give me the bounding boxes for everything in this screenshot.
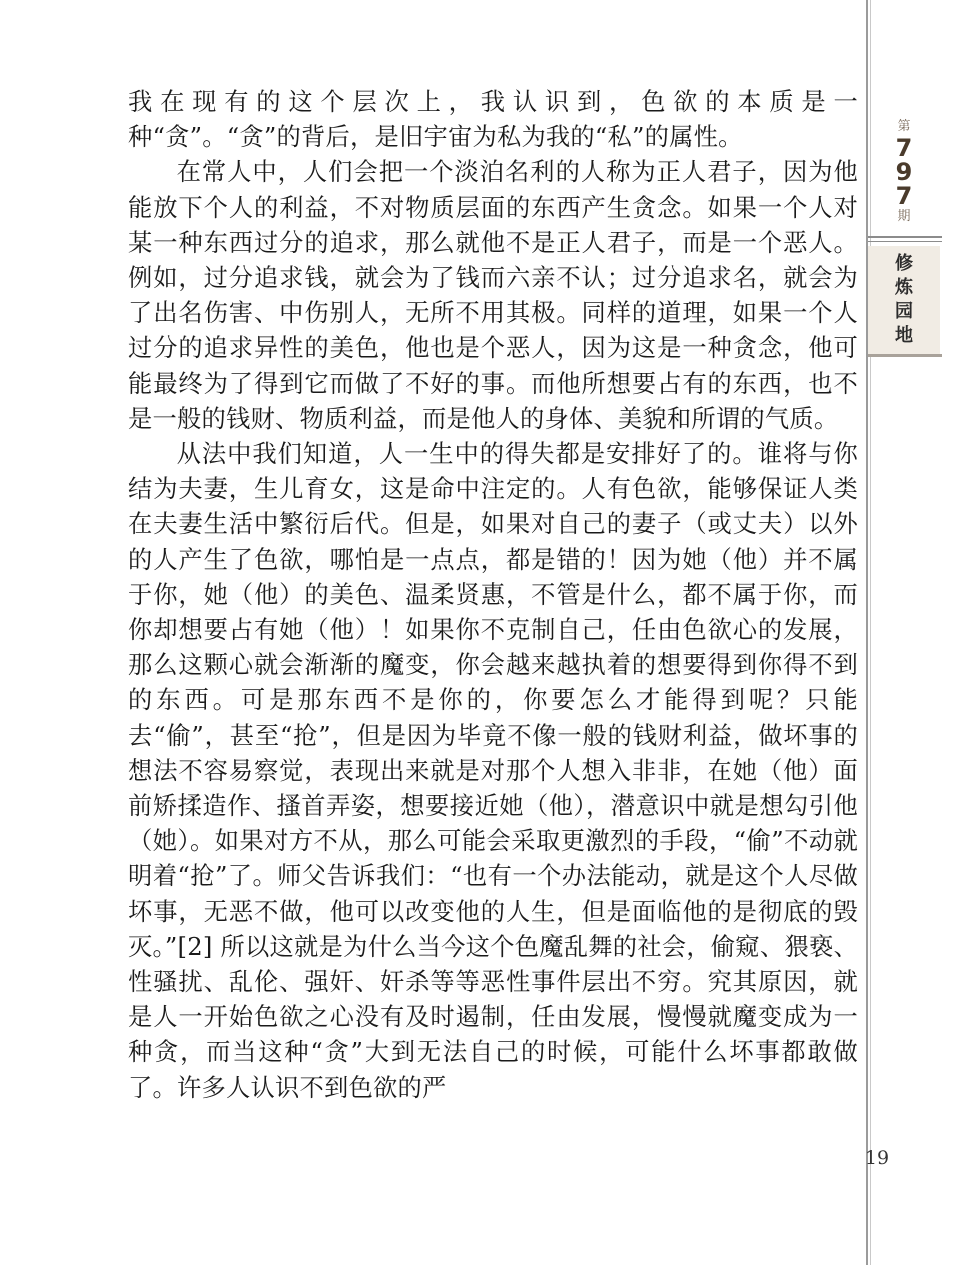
issue-number: [868, 118, 940, 228]
section-title-char: 地: [895, 325, 913, 346]
issue-digit: 7: [895, 182, 913, 210]
article-body: [128, 84, 858, 1105]
issue-digit: 7: [895, 134, 913, 162]
page-number: 19: [864, 1147, 890, 1169]
issue-digit: 9: [895, 158, 913, 186]
sidebar-rule: [868, 236, 942, 238]
paragraph: 我在现有的这个层次上，我认识到，色欲的本质是一种“贪”。“贪”的背后，是旧宇宙为私为我的“私”的属性。: [128, 87, 858, 152]
sidebar-rule: [868, 241, 942, 242]
section-title: [868, 246, 940, 354]
paragraph: 从法中我们知道，人一生中的得失都是安排好了的。谁将与你结为夫妻，生儿育女，这是命中注定的。人有色欲，能够保证人类在夫妻生活中繁衍后代。但是，如果对自己的妻子（或丈夫）以外的人产生了色欲，哪怕是一点点，都是错的！因为她（他）并不属于你，她（他）的美色、温柔贤惠，不管是什么，都不属于你，而你却想要占有她（他）！如果你不克制自己，任由色欲心的发展，那么这颗心就会渐渐的魔变，你会越来越执着的想要得到你得不到的东西。可是那东西不是你的，你要怎么才能得到呢？只能去“偷”，甚至“抢”，但是因为毕竟不像一般的钱财利益，做坏事的想法不容易察觉，表现出来就是对那个人想入非非，在她（他）面前矫揉造作、搔首弄姿，想要接近她（他），潜意识中就是想勾引他（她）。如果对方不从，那么可能会采取更激烈的手段，“偷”不动就明着“抢”了。师父告诉我们：“也有一个办法能动，就是这个人尽做坏事，无恶不做，他可以改变他的人生，但是面临他的是彻底的毁灭。”[2] 所以这就是为什么当今这个色魔乱舞的社会，偷窥、猥亵、性骚扰、乱伦、强奸、奸杀等等恶性事件层出不穷。究其原因，就是人一开始色欲之心没有及时遏制，任由发展，慢慢就魔变成为一种贪，而当这种“贪”大到无法自己的时候，可能什么坏事都敢做了。许多人认识不到色欲的严: [128, 439, 858, 1102]
paragraph: 在常人中，人们会把一个淡泊名利的人称为正人君子，因为他能放下个人的利益，不对物质层面的东西产生贪念。如果一个人对某一种东西过分的追求，那么就他不是正人君子，而是一个恶人。例如，过分追求钱，就会为了钱而六亲不认；过分追求名，就会为了出名伤害、中伤别人，无所不用其极。同样的道理，如果一个人过分的追求异性的美色，他也是个恶人，因为这是一种贪念，他可能最终为了得到它而做了不好的事。而他所想要占有的东西，也不是一般的钱财、物质利益，而是他人的身体、美貌和所谓的气质。: [128, 157, 858, 433]
section-title-char: 炼: [895, 277, 913, 298]
issue-prefix: 第: [897, 119, 911, 134]
section-title-char: 修: [895, 253, 913, 274]
issue-suffix: 期: [897, 209, 911, 224]
section-title-shadow: [868, 354, 942, 357]
section-title-char: 园: [895, 301, 913, 322]
